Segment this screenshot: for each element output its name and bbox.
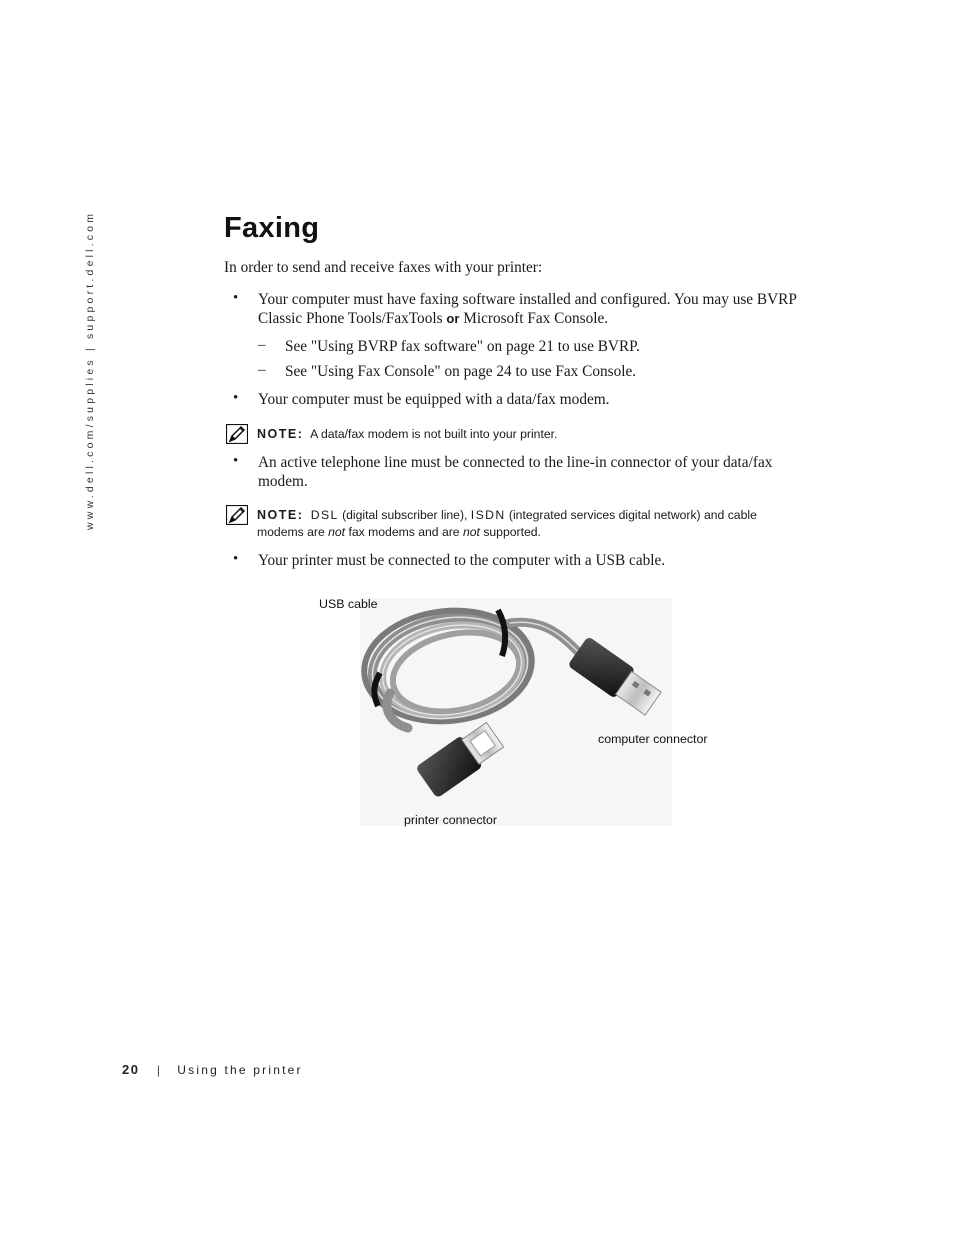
bullet-3-text: An active telephone line must be connected to the line-in connector of your data/fax modem. [258, 454, 773, 490]
sidebar-url-text: www.dell.com/supplies | support.dell.com [84, 210, 96, 530]
note-2-not-2: not [462, 525, 480, 539]
dash-marker: – [258, 337, 266, 353]
note-2 [257, 507, 797, 541]
note-2-dsl: DSL [310, 508, 339, 522]
note-2-text-d: supported. [483, 525, 541, 539]
printer-connector-label: printer connector [404, 813, 497, 827]
bullet-marker: • [233, 551, 239, 567]
usb-cable-label: USB cable [319, 597, 378, 611]
bullet-marker: • [233, 290, 239, 306]
page-footer [122, 1062, 303, 1077]
note-pencil-icon [226, 505, 248, 525]
bullet-marker: • [233, 390, 239, 406]
page-number: 20 [122, 1062, 140, 1077]
bullet-1-part2: Microsoft Fax Console. [463, 310, 609, 327]
bullet-1-or: or [446, 311, 460, 326]
note-label: NOTE: [257, 508, 304, 522]
note-1-text: A data/fax modem is not built into your printer. [310, 427, 558, 441]
note-pencil-icon [226, 424, 248, 444]
note-2-text-a: (digital subscriber line), [342, 508, 468, 522]
bullet-2-text: Your computer must be equipped with a data/fax modem. [258, 391, 610, 408]
bullet-1-part1: Your computer must have faxing software installed and configured. You may use BVRP Classic Phone Tools/FaxTools [258, 291, 797, 327]
usb-cable-image [360, 598, 672, 826]
note-label: NOTE: [257, 427, 304, 441]
note-2-text-c: fax modems and are [348, 525, 460, 539]
sidebar-url [84, 210, 98, 530]
bullet-4-text: Your printer must be connected to the computer with a USB cable. [258, 552, 666, 569]
note-2-text-b: (integrated services digital network) and cable modems are [257, 508, 757, 539]
sub-bullet-bvrp: See "Using BVRP fax software" on page 21 to use BVRP. [285, 338, 640, 355]
bullet-1-text [258, 290, 818, 328]
note-2-not-1: not [328, 525, 346, 539]
dash-marker: – [258, 362, 266, 378]
note-2-isdn: ISDN [470, 508, 506, 522]
footer-separator: | [156, 1063, 160, 1077]
computer-connector-label: computer connector [598, 732, 708, 746]
page-title: Faxing [224, 212, 320, 244]
note-1 [257, 426, 807, 443]
footer-section-name: Using the printer [177, 1063, 303, 1077]
bullet-marker: • [233, 453, 239, 469]
sub-bullet-fax-console: See "Using Fax Console" on page 24 to use Fax Console. [285, 363, 637, 380]
intro-text: In order to send and receive faxes with your printer: [224, 259, 543, 276]
